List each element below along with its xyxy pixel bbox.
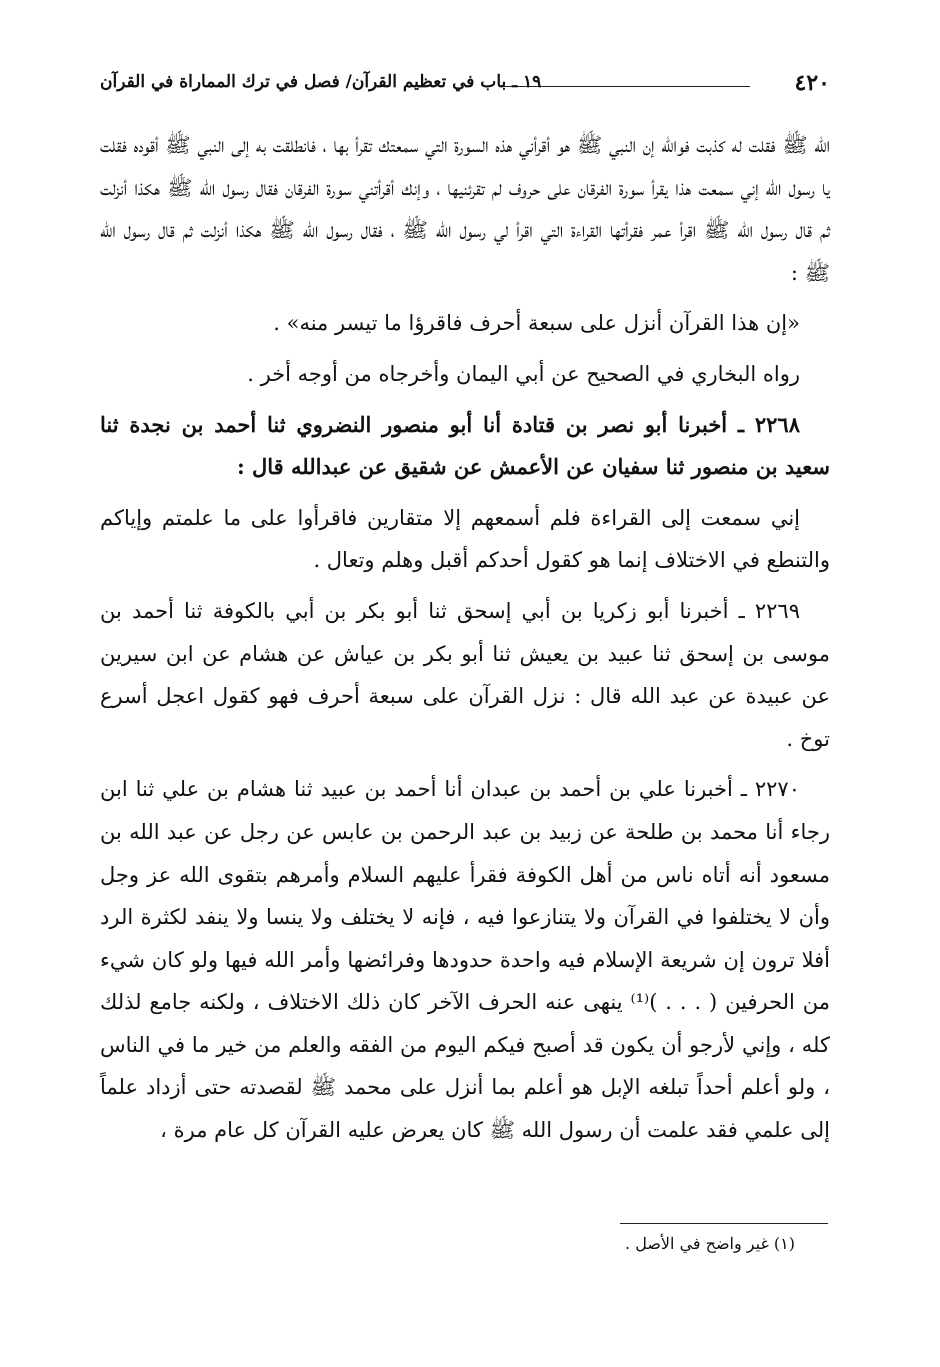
running-title: ١٩ ـ باب في تعظيم القرآن/ فصل في ترك المماراة في القرآن <box>100 72 542 92</box>
body-text <box>100 124 830 1152</box>
hadith-2270: ٢٢٧٠ ـ أخبرنا علي بن أحمد بن عبدان أنا أحمد بن عبيد ثنا هشام بن علي ثنا ابن رجاء أنا محمد بن طلحة عن زبيد بن عبد الرحمن بن عابس عن رجل عن عبد الله بن مسعود أنه أتاه ناس من أهل الكوفة فقرأ عليهم السلام وأمرهم بتقوى الله عز وجل وأن لا يختلفوا في القرآن ولا يتنازعوا فيه ، فإنه لا يختلف ولا ينسا ولا ينفد لكثرة الرد أفلا ترون إن شريعة الإسلام فيه واحدة حدودها وفرائضها وأمر الله فيها ولو كان شيء من الحرفين ( . . . )⁽¹⁾ ينهى عنه الحرف الآخر كان ذلك الاختلاف ، ولكنه جامع لذلك كله ، وإني لأرجو أن يكون قد أصبح فيكم اليوم من الفقه والعلم من خير ما في الناس ، ولو أعلم أحداً تبلغه الإبل هو أعلم بما أنزل على محمد ﷺ لقصدته حتى أزداد علماً إلى علمي فقد علمت أن رسول الله ﷺ كان يعرض عليه القرآن كل عام مرة ، <box>100 777 830 1143</box>
page-header <box>100 68 830 104</box>
paragraph-continuation: الله ﷺ فقلت له كذبت فوالله إن النبي ﷺ هو أقرأني هذه السورة التي سمعتك تقرأ بها ، فانطلقت به إلى النبي ﷺ أقوده فقلت يا رسول الله إني سمعت هذا يقرأ سورة الفرقان على حروف لم تقرئنيها ، وإنك أقرأتني سورة الفرقان فقال رسول الله ﷺ هكذا أنزلت ثم قال رسول الله ﷺ اقرأ عمر فقرأتها القراءة التي اقرأ لي رسول الله ﷺ ، فقال رسول الله ﷺ هكذا أنزلت ثم قال رسول الله ﷺ : <box>100 133 830 285</box>
hadith-2268-isnad: ٢٢٦٨ ـ أخبرنا أبو نصر بن قتادة أنا أبو منصور النضروي ثنا أحمد بن نجدة ثنا سعيد بن منصور ثنا سفيان عن الأعمش عن شقيق عن عبدالله قال : <box>100 411 830 480</box>
hadith-quote: «إن هذا القرآن أنزل على سبعة أحرف فاقرؤا ما تيسر منه» . <box>273 311 800 336</box>
page-number: ٤٢٠ <box>794 70 830 96</box>
narration-note: رواه البخاري في الصحيح عن أبي اليمان وأخرجاه من أوجه أخر . <box>247 361 800 386</box>
footnote: (١) غير واضح في الأصل . <box>625 1234 795 1253</box>
hadith-2269: ٢٢٦٩ ـ أخبرنا أبو زكريا بن أبي إسحق ثنا أبو بكر بن أبي بالكوفة ثنا أحمد بن موسى بن إسحق ثنا عبيد بن يعيش ثنا أبو بكر بن عياش عن هشام عن ابن سيرين عن عبيدة عن عبد الله قال : نزل القرآن على سبعة أحرف فهو كقول اعجل أسرع توخ . <box>100 598 830 751</box>
hadith-2268-text: إني سمعت إلى القراءة فلم أسمعهم إلا متقارين فاقرأوا على ما علمتم وإياكم والتنطع في الاختلاف إنما هو كقول أحدكم أقبل وهلم وتعال . <box>100 505 830 573</box>
footnote-rule <box>620 1223 828 1224</box>
